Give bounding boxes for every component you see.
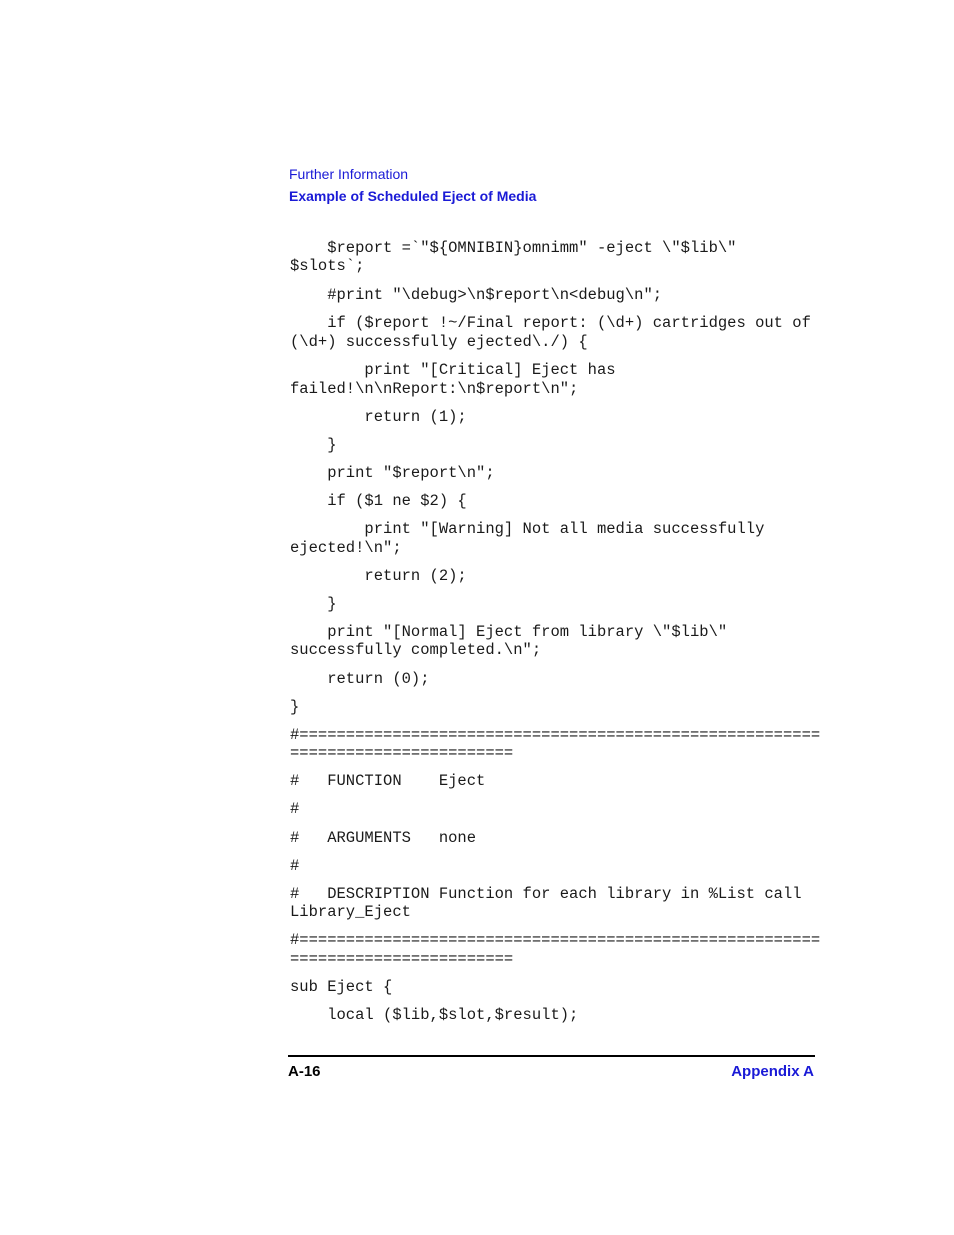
code-line: #======================================================== bbox=[290, 726, 821, 744]
code-line: print "[Normal] Eject from library \"$lib\" bbox=[290, 623, 728, 641]
code-line: } bbox=[290, 595, 337, 613]
code-line: $report =`"${OMNIBIN}omnimm" -eject \"$lib\" bbox=[290, 239, 737, 257]
section-title[interactable]: Further Information bbox=[289, 166, 409, 182]
code-line: sub Eject { bbox=[290, 978, 393, 996]
code-line: #======================================================== bbox=[290, 931, 821, 949]
code-line: ======================== bbox=[290, 744, 514, 762]
code-line: print "$report\n"; bbox=[290, 464, 495, 482]
code-line: return (2); bbox=[290, 567, 467, 585]
code-line: # DESCRIPTION Function for each library in %List call bbox=[290, 885, 802, 903]
code-line: local ($lib,$slot,$result); bbox=[290, 1006, 579, 1024]
code-line: successfully completed.\n"; bbox=[290, 641, 542, 659]
code-line: if ($report !~/Final report: (\d+) cartridges out of bbox=[290, 314, 811, 332]
code-line: # ARGUMENTS none bbox=[290, 829, 477, 847]
code-line: return (1); bbox=[290, 408, 467, 426]
code-line: failed!\n\nReport:\n$report\n"; bbox=[290, 380, 579, 398]
code-line: $slots`; bbox=[290, 257, 365, 275]
code-line: print "[Critical] Eject has bbox=[290, 361, 616, 379]
code-line: return (0); bbox=[290, 670, 430, 688]
code-line: #print "\debug>\n$report\n<debug\n"; bbox=[290, 286, 663, 304]
code-line: } bbox=[290, 698, 300, 716]
code-line: ======================== bbox=[290, 950, 514, 968]
code-line: # bbox=[290, 857, 300, 875]
code-line: Library_Eject bbox=[290, 903, 411, 921]
page-number: A-16 bbox=[288, 1063, 321, 1080]
code-line: (\d+) successfully ejected\./) { bbox=[290, 333, 588, 351]
code-line: # bbox=[290, 800, 300, 818]
footer-divider bbox=[288, 1055, 815, 1057]
code-line: ejected!\n"; bbox=[290, 539, 402, 557]
code-line: if ($1 ne $2) { bbox=[290, 492, 467, 510]
code-line: # FUNCTION Eject bbox=[290, 772, 486, 790]
subsection-title[interactable]: Example of Scheduled Eject of Media bbox=[289, 188, 537, 204]
code-line: } bbox=[290, 436, 337, 454]
code-line: print "[Warning] Not all media successfully bbox=[290, 520, 765, 538]
appendix-link[interactable]: Appendix A bbox=[731, 1063, 814, 1080]
